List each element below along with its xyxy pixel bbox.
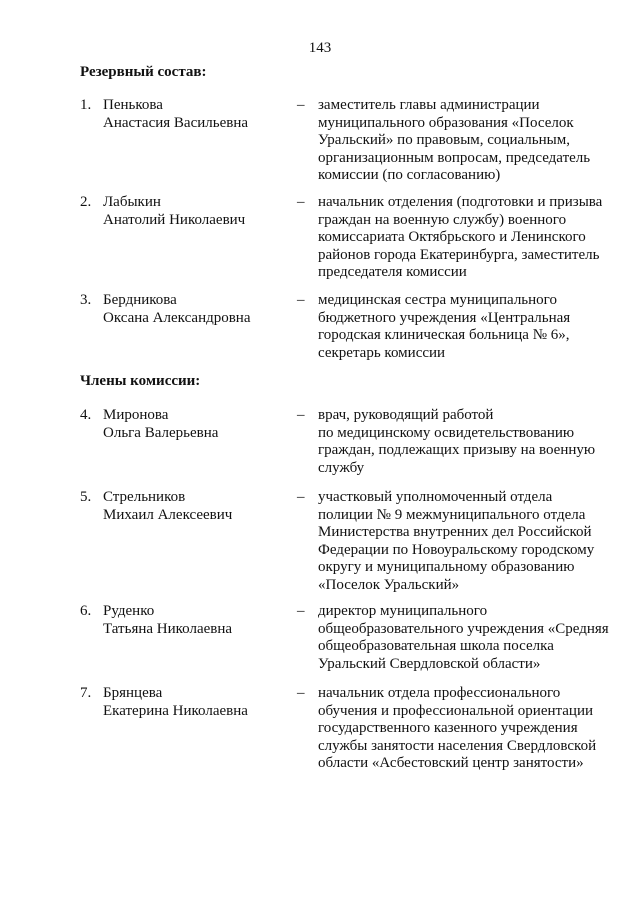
entry-number: 2. xyxy=(80,194,92,210)
entry-surname: Бердникова xyxy=(103,292,177,308)
entry-role-line: начальник отдела профессионального xyxy=(318,685,561,701)
entry-role-line: врач, руководящий работой xyxy=(318,407,494,423)
entry-name xyxy=(103,194,283,229)
entry-role-line: общеобразовательного учреждения «Средняя xyxy=(318,620,609,637)
entry-name xyxy=(103,489,283,524)
entry-number: 6. xyxy=(80,603,92,619)
entry-dash: – xyxy=(297,603,305,619)
entry-role-line: председателя комиссии xyxy=(318,264,467,280)
entry-role-line: обучения и профессиональной ориентации xyxy=(318,702,594,719)
entry-name xyxy=(103,292,283,327)
entry-given-names: Екатерина Николаевна xyxy=(103,702,248,719)
entry-role-line: округу и муниципальному образованию xyxy=(318,559,575,575)
entry-role-line: Федерации по Новоуральскому городскому xyxy=(318,541,595,558)
entry-role-line: комиссариата Октябрьского и Ленинского xyxy=(318,229,586,245)
entry-surname: Стрельников xyxy=(103,489,186,505)
entry-given-names: Оксана Александровна xyxy=(103,309,251,326)
entry-number: 5. xyxy=(80,489,92,505)
entry-role xyxy=(318,292,618,362)
entry-dash: – xyxy=(297,685,305,701)
section-heading-members: Члены комиссии: xyxy=(80,373,201,389)
entry-role xyxy=(318,407,618,477)
entry-dash: – xyxy=(297,407,305,423)
entry-surname: Миронова xyxy=(103,407,169,423)
entry-name xyxy=(103,685,283,720)
entry-role-line: Министерства внутренних дел Российской xyxy=(318,524,592,540)
entry-role-line: директор муниципального xyxy=(318,603,488,619)
entry-role-line: участковый уполномоченный отдела xyxy=(318,489,553,505)
section-heading-reserve: Резервный состав: xyxy=(80,64,207,80)
entry-role-line: муниципального образования «Поселок xyxy=(318,114,574,131)
entry-name xyxy=(103,407,283,442)
entry-role-line: службу xyxy=(318,459,365,476)
entry-dash: – xyxy=(297,489,305,505)
entry-role-line: заместитель главы администрации xyxy=(318,97,540,113)
entry-number: 4. xyxy=(80,407,92,423)
entry-role xyxy=(318,603,618,673)
entry-role-line: общеобразовательная школа поселка xyxy=(318,638,554,654)
entry-surname: Руденко xyxy=(103,603,155,619)
entry-number: 1. xyxy=(80,97,92,113)
entry-role-line: по медицинскому освидетельствованию xyxy=(318,424,575,441)
entry-given-names: Анастасия Васильевна xyxy=(103,114,249,131)
entry-dash: – xyxy=(297,97,305,113)
entry-surname: Лабыкин xyxy=(103,194,161,210)
entry-role-line: области «Асбестовский центр занятости» xyxy=(318,755,584,771)
entry-number: 3. xyxy=(80,292,92,308)
entry-role-line: секретарь комиссии xyxy=(318,344,446,361)
page-number: 143 xyxy=(308,40,332,56)
entry-role xyxy=(318,489,618,594)
entry-role-line: бюджетного учреждения «Центральная xyxy=(318,309,571,326)
entry-number: 7. xyxy=(80,685,92,701)
entry-given-names: Ольга Валерьевна xyxy=(103,424,219,441)
entry-role-line: Уральский» по правовым, социальным, xyxy=(318,132,570,148)
entry-role-line: городская клиническая больница № 6», xyxy=(318,327,570,343)
entry-role-line: Уральский Свердловской области» xyxy=(318,655,541,672)
entry-role xyxy=(318,685,618,773)
entry-name xyxy=(103,603,283,638)
entry-surname: Пенькова xyxy=(103,97,163,113)
entry-role-line: полиции № 9 межмуниципального отдела xyxy=(318,506,586,523)
entry-role-line: районов города Екатеринбурга, заместитель xyxy=(318,246,600,263)
entry-given-names: Анатолий Николаевич xyxy=(103,211,246,228)
entry-role-line: комиссии (по согласованию) xyxy=(318,167,501,183)
entry-role-line: службы занятости населения Свердловской xyxy=(318,737,597,754)
entry-given-names: Михаил Алексеевич xyxy=(103,506,233,523)
entry-name xyxy=(103,97,283,132)
entry-role-line: государственного казенного учреждения xyxy=(318,720,578,736)
entry-role-line: «Поселок Уральский» xyxy=(318,576,460,593)
entry-role-line: начальник отделения (подготовки и призыва xyxy=(318,194,603,210)
entry-role xyxy=(318,194,618,282)
entry-role-line: организационным вопросам, председатель xyxy=(318,149,591,166)
entry-role-line: граждан на военную службу) военного xyxy=(318,211,567,228)
entry-role-line: медицинская сестра муниципального xyxy=(318,292,557,308)
entry-dash: – xyxy=(297,292,305,308)
entry-role xyxy=(318,97,618,185)
entry-given-names: Татьяна Николаевна xyxy=(103,620,233,637)
entry-surname: Брянцева xyxy=(103,685,163,701)
entry-dash: – xyxy=(297,194,305,210)
entry-role-line: граждан, подлежащих призыву на военную xyxy=(318,442,596,458)
